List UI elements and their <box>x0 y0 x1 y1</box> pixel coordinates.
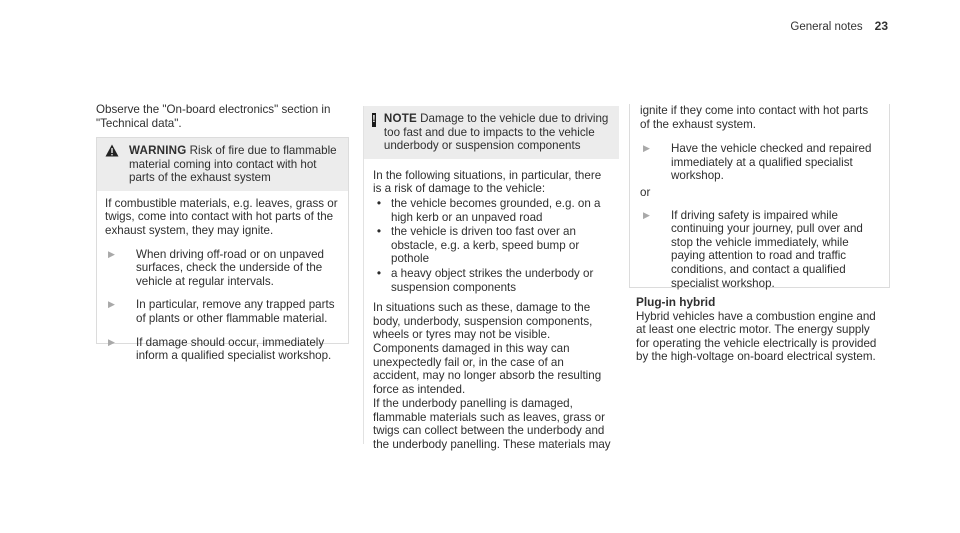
step-text: Have the vehicle checked and repaired immediately at a qualified specialist workshop. <box>671 142 872 183</box>
step-text: If driving safety is impaired while continuing your journey, pull over and stop the vehicle immediately, while paying attention to road and traffic conditions, and contact a qualified specialist workshop. <box>671 208 863 290</box>
step-item <box>640 209 881 291</box>
warning-box <box>96 137 349 363</box>
warning-label: WARNING <box>129 144 187 157</box>
or-text: or <box>640 185 651 199</box>
list-item-text: a heavy object strikes the underbody or suspension components <box>391 266 594 294</box>
warning-triangle-icon <box>105 144 121 185</box>
plug-in-hybrid-section <box>636 296 886 364</box>
step-item <box>105 336 340 363</box>
section-heading: Plug-in hybrid <box>636 295 716 309</box>
arrow-right-icon: ▶ <box>643 209 650 220</box>
section-title: General notes <box>790 21 863 33</box>
note-lead: In the following situations, in particular, there is a risk of damage to the vehicle: <box>373 168 602 196</box>
section-body: Hybrid vehicles have a combustion engine and at least one electric motor. The energy supply for operating the vehicle electrically is provided by the high-voltage on-board electrical system. <box>636 309 877 364</box>
page-number: 23 <box>874 19 888 33</box>
warning-header <box>97 138 348 191</box>
list-item-text: the vehicle becomes grounded, e.g. on a high kerb or an unpaved road <box>391 196 601 224</box>
step-item <box>105 298 340 325</box>
arrow-right-icon: ▶ <box>108 299 115 310</box>
arrow-right-icon: ▶ <box>108 248 115 259</box>
exclamation-note-icon: ! <box>372 114 376 125</box>
step-item <box>640 142 881 183</box>
list-item: • a heavy object strikes the underbody or suspension components <box>373 267 611 294</box>
note-paragraph: If the underbody panelling is damaged, flammable materials such as leaves, grass or twigs can collect between the underbody and the underbody panelling. These materials may <box>373 397 611 452</box>
note-paragraph: In situations such as these, damage to the body, underbody, suspension components, wheels or tyres may not be visible. Components damaged in this way can unexpectedly fail or, in the case of an accident, may no longer absorb the resulting force as intended. <box>373 301 602 396</box>
note-box <box>363 106 619 452</box>
continued-text: ignite if they come into contact with hot parts of the exhaust system. <box>640 104 869 131</box>
warning-body: If combustible materials, e.g. leaves, grass or twigs, come into contact with hot parts of the exhaust system, they may ignite. <box>105 196 338 237</box>
arrow-right-icon: ▶ <box>108 336 115 347</box>
page-header <box>790 19 888 33</box>
intro-text: Observe the "On-board electronics" section in "Technical data". <box>96 103 331 130</box>
step-text: When driving off-road or on unpaved surfaces, check the underside of the vehicle at regular intervals. <box>136 247 324 288</box>
note-label: NOTE <box>383 112 417 125</box>
arrow-right-icon: ▶ <box>643 143 650 154</box>
note-header <box>364 106 619 159</box>
note-title: Damage to the vehicle due to driving too fast and due to impacts to the vehicle underbody or suspension components <box>383 112 609 153</box>
note-box-continued <box>629 104 890 288</box>
step-item <box>105 248 340 289</box>
step-text: In particular, remove any trapped parts of plants or other flammable material. <box>136 298 335 325</box>
step-text: If damage should occur, immediately inform a qualified specialist workshop. <box>136 335 332 363</box>
list-item: • the vehicle becomes grounded, e.g. on a high kerb or an unpaved road <box>373 197 611 224</box>
list-item-text: the vehicle is driven too fast over an obstacle, e.g. a kerb, speed bump or pothole <box>391 225 580 266</box>
list-item: • the vehicle is driven too fast over an obstacle, e.g. a kerb, speed bump or pothole <box>373 225 611 266</box>
warning-title: Risk of fire due to flammable material coming into contact with hot parts of the exhaust system <box>129 144 337 185</box>
